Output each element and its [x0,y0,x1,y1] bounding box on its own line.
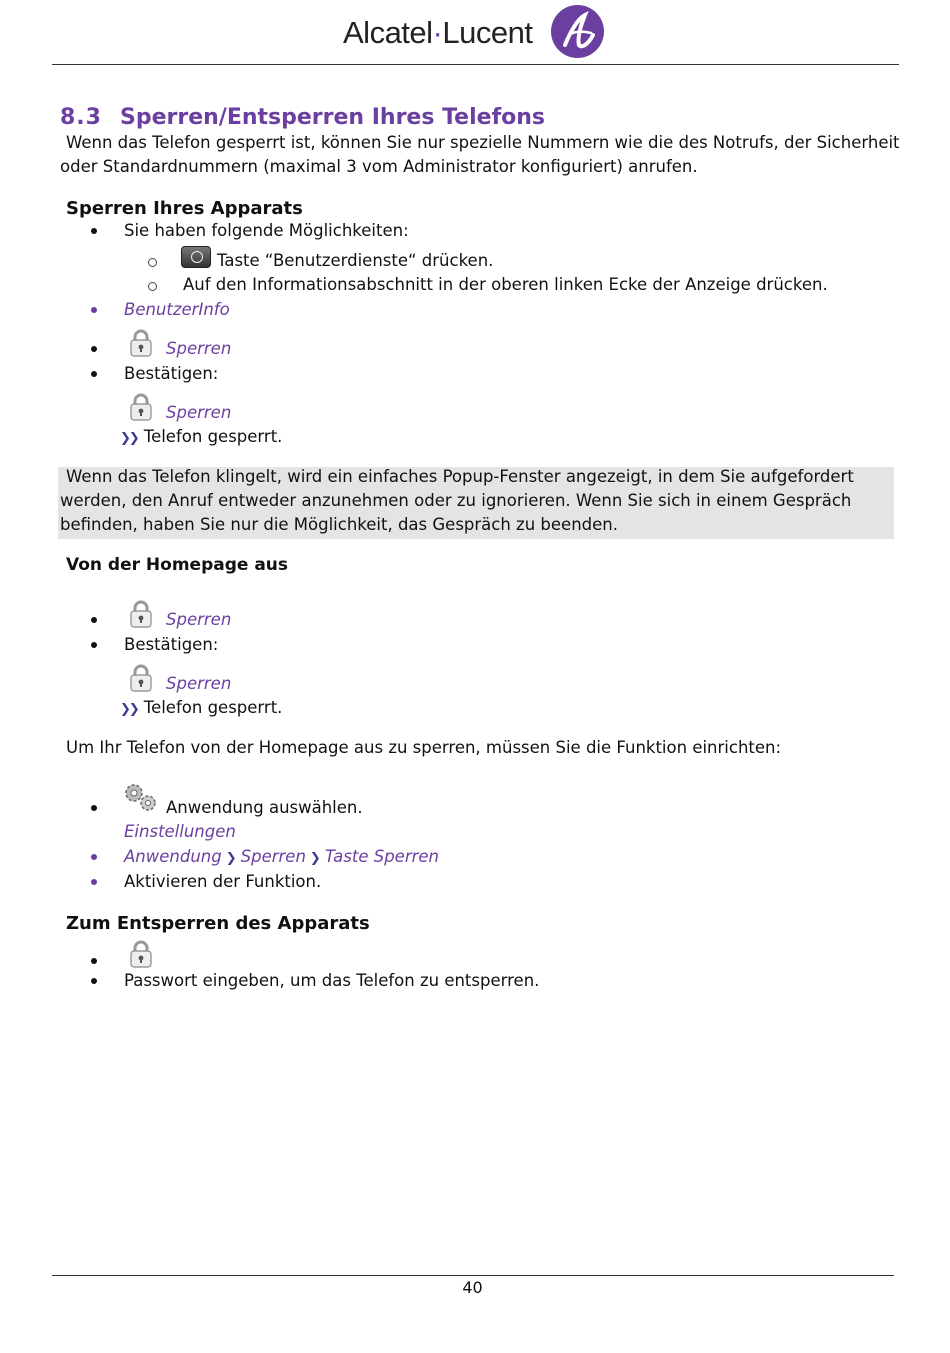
activate-function: Aktivieren der Funktion. [124,872,322,891]
note-line-1: Wenn das Telefon klingelt, wird ein einfaches Popup-Fenster angezeigt, in dem Sie aufgefordert [66,467,854,486]
sub-bullet [148,282,157,291]
user-services-key-icon [181,246,211,268]
confirm-lock: Sperren [166,403,232,422]
result-text: Telefon gesperrt. [143,427,283,446]
bullet [91,371,97,377]
select-app: Anwendung auswählen. [166,798,363,817]
homepage-result-line [120,698,282,717]
homepage-step-lock: Sperren [166,610,232,629]
path-key: Taste Sperren [324,847,440,866]
header-rule [52,64,899,65]
section-title [60,105,545,130]
settings-path [124,847,439,866]
chevron-icon: ❯ [309,851,321,866]
bullet [91,958,97,964]
padlock-icon [128,663,154,693]
bullet [91,307,97,313]
bullet [91,879,97,885]
bullet [91,228,97,234]
brand-separator: · [432,15,443,50]
note-line-3: befinden, haben Sie nur die Möglichkeit, das Gespräch zu beenden. [60,515,618,534]
unlock-password: Passwort eingeben, um das Telefon zu entsperren. [124,971,540,990]
settings-label: Einstellungen [124,822,236,841]
step-userinfo: BenutzerInfo [124,300,230,319]
bullet [91,805,97,811]
option-1: Taste “Benutzerdienste“ drücken. [217,251,494,270]
homepage-heading: Von der Homepage aus [66,555,289,575]
double-chevron-icon: ❯❯ [120,431,138,446]
brand-suffix: Lucent [442,15,533,50]
path-lock: Sperren [240,847,306,866]
option-2: Auf den Informationsabschnitt in der oberen linken Ecke der Anzeige drücken. [183,275,828,294]
chevron-icon: ❯ [225,851,237,866]
unlock-heading: Zum Entsperren des Apparats [66,913,370,934]
note-line-2: werden, den Anruf entweder anzunehmen oder zu ignorieren. Wenn Sie sich in einem Gespräch [60,491,852,510]
homepage-confirm: Bestätigen: [124,635,219,654]
options-intro: Sie haben folgende Möglichkeiten: [124,221,409,240]
section-title-text: Sperren/Entsperren Ihres Telefons [119,105,546,130]
gears-icon [122,782,158,814]
brand-wordmark [343,15,532,51]
intro-line-1: Wenn das Telefon gesperrt ist, können Sie nur spezielle Nummern wie die des Notrufs, der Sicherheit [66,133,900,152]
setup-intro: Um Ihr Telefon von der Homepage aus zu sperren, müssen Sie die Funktion einrichten: [66,738,782,757]
intro-line-2: oder Standardnummern (maximal 3 vom Administrator konfiguriert) anrufen. [60,157,698,176]
brand-name: Alcatel [343,15,433,50]
bullet [91,346,97,352]
bullet [91,978,97,984]
bullet [91,642,97,648]
page-number: 40 [462,1278,483,1297]
step-lock: Sperren [166,339,232,358]
sub-bullet [148,258,157,267]
brand-logo-icon [551,5,604,58]
padlock-icon [128,328,154,358]
lock-device-heading: Sperren Ihres Apparats [66,198,303,219]
confirm-label: Bestätigen: [124,364,219,383]
padlock-icon [128,392,154,422]
homepage-confirm-lock: Sperren [166,674,232,693]
footer-rule [52,1275,894,1276]
result-line [120,427,282,446]
bullet [91,854,97,860]
path-app: Anwendung [124,847,222,866]
padlock-icon [128,939,154,969]
section-number: 8.3 [60,105,102,130]
double-chevron-icon: ❯❯ [120,702,138,717]
homepage-result-text: Telefon gesperrt. [143,698,283,717]
bullet [91,617,97,623]
padlock-icon [128,599,154,629]
